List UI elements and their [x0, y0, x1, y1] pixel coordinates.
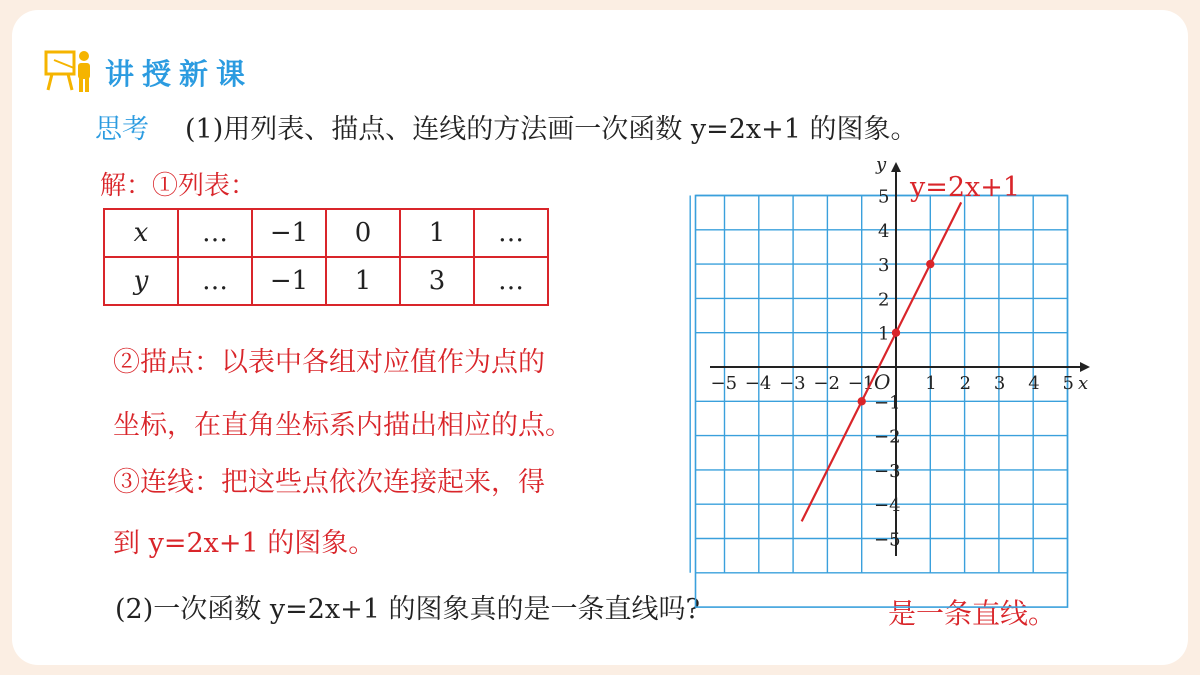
series-line — [802, 172, 1020, 521]
y-axis-label: y — [876, 154, 887, 175]
y-tick-label: 2 — [878, 289, 890, 311]
y-tick-label: 5 — [878, 186, 890, 208]
section-title: 讲授新课 — [105, 57, 254, 91]
y-tick-label: 4 — [878, 220, 890, 242]
x-tick-label: −4 — [744, 373, 772, 394]
y-tick-label: 3 — [878, 255, 890, 277]
question-2: (2)一次函数 y=2x+1 的图象真的是一条直线吗? — [115, 594, 700, 625]
y-tick-label: −2 — [874, 426, 901, 448]
table-cell: 3 — [400, 257, 474, 305]
step-2-line-1: ②描点：以表中各组对应值作为点的 — [113, 347, 545, 378]
table-cell: 1 — [400, 209, 474, 257]
origin-label: O — [874, 370, 891, 394]
x-tick-label: 5 — [1062, 373, 1074, 394]
question-1: (1)用列表、描点、连线的方法画一次函数 y=2x+1 的图象。 — [185, 114, 918, 145]
step-2-line-2: 坐标，在直角坐标系内描出相应的点。 — [113, 410, 572, 441]
x-tick-label: −2 — [813, 373, 840, 394]
table-cell: 0 — [326, 209, 400, 257]
y-axis-arrow — [891, 162, 901, 172]
y-tick-label: −5 — [874, 529, 901, 551]
x-tick-label: 3 — [993, 373, 1006, 394]
table-cell: … — [474, 257, 548, 305]
step-3-line-2: 到 y=2x+1 的图象。 — [113, 528, 376, 559]
table-cell: … — [178, 209, 252, 257]
x-axis-label: x — [1078, 373, 1089, 394]
x-tick-label: −5 — [710, 373, 738, 394]
think-label: 思考 — [95, 114, 149, 145]
table-cell: x — [104, 209, 178, 257]
x-axis-arrow — [1080, 362, 1090, 372]
solution-heading: 解：①列表： — [100, 171, 257, 201]
x-tick-label: −1 — [847, 373, 875, 394]
function-label: y=2x+1 — [910, 172, 1021, 203]
x-tick-label: 1 — [925, 373, 937, 394]
x-tick-label: 4 — [1028, 373, 1040, 394]
table-cell: y — [104, 257, 178, 305]
data-point — [926, 260, 934, 268]
step-3-line-1: ③连线：把这些点依次连接起来，得 — [113, 467, 545, 498]
table-cell: 1 — [326, 257, 400, 305]
x-tick-label: −3 — [779, 373, 806, 394]
data-point — [892, 329, 900, 337]
table-cell: … — [474, 209, 548, 257]
y-tick-label: −4 — [874, 495, 901, 517]
y-tick-label: 1 — [878, 323, 890, 345]
y-tick-label: −1 — [874, 392, 901, 414]
tick-labels — [711, 154, 1089, 551]
y-tick-label: −3 — [874, 460, 901, 482]
x-tick-label: 2 — [959, 373, 972, 394]
data-point — [858, 397, 866, 405]
answer-text: 是一条直线。 — [888, 597, 1057, 630]
table-cell: −1 — [252, 257, 326, 305]
table-cell: … — [178, 257, 252, 305]
table-cell: −1 — [252, 209, 326, 257]
